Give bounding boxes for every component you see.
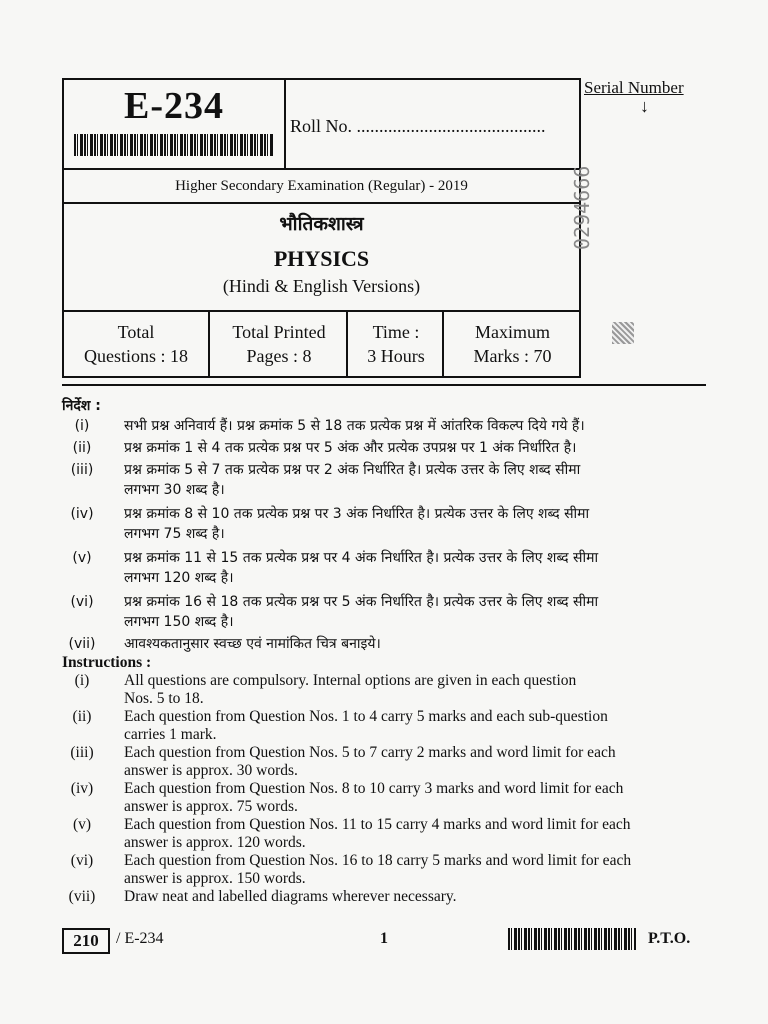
- qr-code: [612, 322, 634, 344]
- english-item: (iii) Each question from Question Nos. 5 to 7 carry 2 marks and word limit for each answer is approx. 30 words.: [70, 744, 616, 779]
- divider: [62, 384, 706, 386]
- code-cell: [64, 80, 286, 168]
- barcode-bottom: [508, 928, 636, 950]
- hindi-item: (vi) प्रश्न क्रमांक 16 से 18 तक प्रत्येक प्रश्न पर 5 अंक निर्धारित है। प्रत्येक उत्तर के लिए शब्द सीमा लगभग 150 शब्द है।: [70, 594, 599, 630]
- info-row: [64, 310, 579, 378]
- english-item: (vii) Draw neat and labelled diagrams wherever necessary.: [68, 888, 457, 905]
- serial-stamp: 0294666: [570, 165, 594, 250]
- exam-title: Higher Secondary Examination (Regular) - 2019: [64, 168, 579, 204]
- serial-number-label: Serial Number: [584, 78, 684, 97]
- page-number: 1: [380, 930, 388, 947]
- info-time: Time : 3 Hours: [350, 312, 444, 378]
- barcode-top: [74, 134, 274, 156]
- serial-arrow: ↓: [640, 96, 649, 116]
- hindi-item: (vii) आवश्यकतानुसार स्वच्छ एवं नामांकित चित्र बनाइये।: [68, 636, 381, 652]
- info-total-pages: Total Printed Pages : 8: [212, 312, 348, 378]
- info-max-marks: Maximum Marks : 70: [473, 322, 552, 366]
- subject-hindi: भौतिकशास्त्र: [279, 213, 364, 235]
- english-item: (v) Each question from Question Nos. 11 to 15 carry 4 marks and word limit for each answer is approx. 120 words.: [72, 816, 631, 851]
- info-total-questions: Total Questions : 18: [64, 312, 210, 378]
- subject-title: PHYSICS: [273, 246, 370, 271]
- hindi-item: (ii) प्रश्न क्रमांक 1 से 4 तक प्रत्येक प्रश्न पर 5 अंक और प्रत्येक उपप्रश्न पर 1 अंक निर्धारित है।: [72, 440, 577, 456]
- english-item: (i) All questions are compulsory. Internal options are given in each question Nos. 5 to 18.: [74, 672, 577, 707]
- english-item: (iv) Each question from Question Nos. 8 to 10 carry 3 marks and word limit for each answer is approx. 75 words.: [70, 780, 624, 815]
- hindi-item: (iii) प्रश्न क्रमांक 5 से 7 तक प्रत्येक प्रश्न पर 2 अंक निर्धारित है। प्रत्येक उत्तर के लिए शब्द सीमा लगभग 30 शब्द है।: [70, 462, 581, 498]
- hindi-item: (i) सभी प्रश्न अनिवार्य हैं। प्रश्न क्रमांक 5 से 18 तक प्रत्येक प्रश्न में आंतरिक विकल्प दिये गये हैं।: [74, 418, 585, 434]
- english-heading: Instructions :: [62, 654, 152, 671]
- versions: (Hindi & English Versions): [222, 276, 421, 296]
- footer-box-number: 210: [62, 928, 110, 954]
- paper-code: E-234: [124, 85, 224, 127]
- roll-number-field[interactable]: Roll No. ..........................................: [290, 116, 546, 136]
- english-item: (ii) Each question from Question Nos. 1 to 4 carry 5 marks and each sub-question carries 1 mark.: [72, 708, 608, 743]
- english-item: (vi) Each question from Question Nos. 16 to 18 carry 5 marks and word limit for each answer is approx. 150 words.: [70, 852, 632, 887]
- header-box: [62, 78, 581, 378]
- footer-code: / E-234: [116, 930, 164, 947]
- hindi-item: (v) प्रश्न क्रमांक 11 से 15 तक प्रत्येक प्रश्न पर 4 अंक निर्धारित है। प्रत्येक उत्तर के लिए शब्द सीमा लगभग 120 शब्द है।: [72, 550, 599, 586]
- hindi-heading: निर्देश :: [62, 398, 101, 414]
- pto-label: P.T.O.: [648, 930, 691, 947]
- hindi-item: (iv) प्रश्न क्रमांक 8 से 10 तक प्रत्येक प्रश्न पर 3 अंक निर्धारित है। प्रत्येक उत्तर के लिए शब्द सीमा लगभग 75 शब्द है।: [70, 506, 590, 542]
